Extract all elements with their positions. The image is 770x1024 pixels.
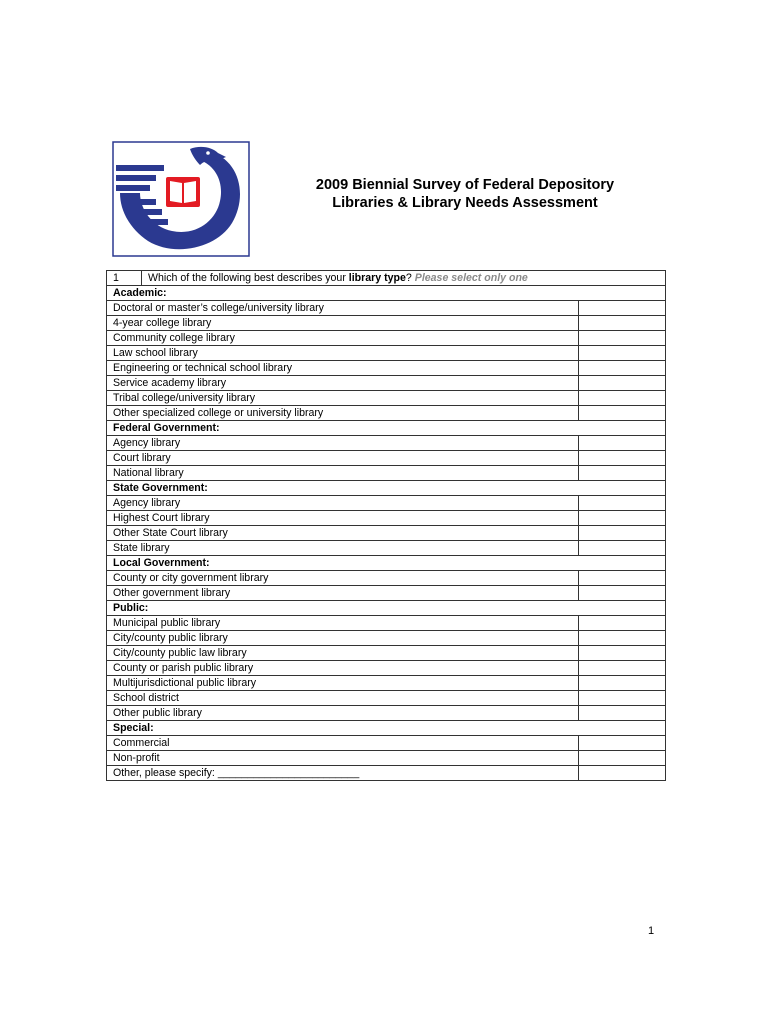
option-label: Agency library (107, 436, 579, 451)
option-checkbox-cell[interactable] (579, 586, 666, 601)
option-label: Community college library (107, 331, 579, 346)
option-row (107, 301, 666, 316)
option-row (107, 466, 666, 481)
option-label: Other specialized college or university library (107, 406, 579, 421)
category-row (107, 601, 666, 616)
option-row (107, 586, 666, 601)
option-label: Law school library (107, 346, 579, 361)
option-label: 4-year college library (107, 316, 579, 331)
category-label: Special: (107, 721, 666, 736)
option-label: Other government library (107, 586, 579, 601)
option-label: Engineering or technical school library (107, 361, 579, 376)
option-row (107, 631, 666, 646)
option-label: Other State Court library (107, 526, 579, 541)
option-label: Tribal college/university library (107, 391, 579, 406)
option-row (107, 361, 666, 376)
option-row (107, 496, 666, 511)
option-row (107, 646, 666, 661)
option-label: Doctoral or master’s college/university library (107, 301, 579, 316)
option-checkbox-cell[interactable] (579, 361, 666, 376)
option-checkbox-cell[interactable] (579, 406, 666, 421)
option-label: City/county public library (107, 631, 579, 646)
option-checkbox-cell[interactable] (579, 316, 666, 331)
option-row (107, 616, 666, 631)
option-row (107, 766, 666, 781)
category-row (107, 481, 666, 496)
option-label: Agency library (107, 496, 579, 511)
page-title (270, 176, 660, 212)
option-label: Commercial (107, 736, 579, 751)
option-row (107, 541, 666, 556)
option-row (107, 526, 666, 541)
option-label: Highest Court library (107, 511, 579, 526)
option-checkbox-cell[interactable] (579, 691, 666, 706)
category-row (107, 721, 666, 736)
option-label: County or parish public library (107, 661, 579, 676)
question-row (107, 271, 666, 286)
option-label: Court library (107, 451, 579, 466)
option-checkbox-cell[interactable] (579, 646, 666, 661)
title-line-1: 2009 Biennial Survey of Federal Depository (315, 177, 615, 193)
option-row (107, 376, 666, 391)
option-checkbox-cell[interactable] (579, 511, 666, 526)
option-checkbox-cell[interactable] (579, 346, 666, 361)
option-label: State library (107, 541, 579, 556)
option-label: Municipal public library (107, 616, 579, 631)
question-text: Which of the following best describes your library type? Please select only one (142, 271, 666, 286)
option-checkbox-cell[interactable] (579, 301, 666, 316)
option-label: School district (107, 691, 579, 706)
option-checkbox-cell[interactable] (579, 526, 666, 541)
option-row (107, 661, 666, 676)
question-hint: Please select only one (414, 272, 528, 284)
option-checkbox-cell[interactable] (579, 496, 666, 511)
category-label: Local Government: (107, 556, 666, 571)
category-label: Federal Government: (107, 421, 666, 436)
option-row (107, 571, 666, 586)
category-row (107, 421, 666, 436)
category-label: State Government: (107, 481, 666, 496)
option-checkbox-cell[interactable] (579, 571, 666, 586)
option-checkbox-cell[interactable] (579, 766, 666, 781)
page-number: 1 (648, 925, 655, 937)
option-label: National library (107, 466, 579, 481)
title-line-2: Libraries & Library Needs Assessment (332, 195, 598, 211)
category-row (107, 556, 666, 571)
option-label: County or city government library (107, 571, 579, 586)
option-checkbox-cell[interactable] (579, 676, 666, 691)
option-checkbox-cell[interactable] (579, 751, 666, 766)
option-row (107, 691, 666, 706)
option-row (107, 451, 666, 466)
option-row (107, 511, 666, 526)
option-label: Non-profit (107, 751, 579, 766)
option-checkbox-cell[interactable] (579, 541, 666, 556)
option-label: City/county public law library (107, 646, 579, 661)
option-row (107, 316, 666, 331)
option-row (107, 391, 666, 406)
option-row (107, 706, 666, 721)
option-checkbox-cell[interactable] (579, 706, 666, 721)
option-checkbox-cell[interactable] (579, 391, 666, 406)
option-checkbox-cell[interactable] (579, 736, 666, 751)
option-checkbox-cell[interactable] (579, 466, 666, 481)
option-label: Other, please specify: ________________________ (107, 766, 579, 781)
library-type-table (106, 270, 666, 781)
question-number: 1 (107, 271, 142, 286)
question-bold-term: library type (348, 272, 406, 284)
option-checkbox-cell[interactable] (579, 631, 666, 646)
option-row (107, 346, 666, 361)
option-checkbox-cell[interactable] (579, 451, 666, 466)
option-row (107, 331, 666, 346)
option-row (107, 751, 666, 766)
option-row (107, 676, 666, 691)
category-label: Academic: (107, 286, 666, 301)
category-row (107, 286, 666, 301)
option-checkbox-cell[interactable] (579, 616, 666, 631)
option-checkbox-cell[interactable] (579, 436, 666, 451)
option-checkbox-cell[interactable] (579, 376, 666, 391)
option-row (107, 406, 666, 421)
option-label: Other public library (107, 706, 579, 721)
option-checkbox-cell[interactable] (579, 661, 666, 676)
category-label: Public: (107, 601, 666, 616)
option-label: Service academy library (107, 376, 579, 391)
option-row (107, 436, 666, 451)
option-checkbox-cell[interactable] (579, 331, 666, 346)
option-label: Multijurisdictional public library (107, 676, 579, 691)
fdlp-eagle-book-logo (112, 141, 250, 257)
option-row (107, 736, 666, 751)
